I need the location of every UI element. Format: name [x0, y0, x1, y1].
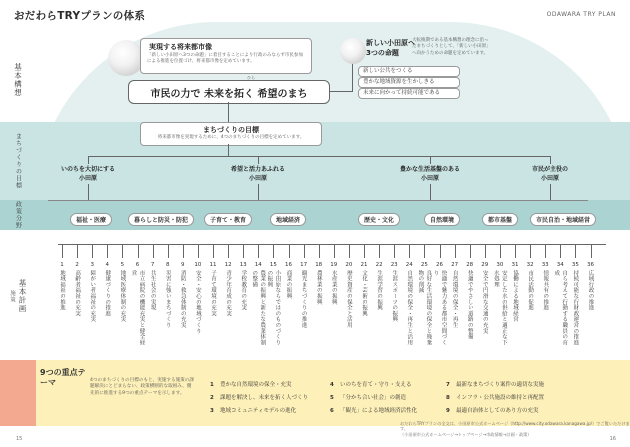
plan-item: [537, 262, 553, 350]
plan-item: [205, 262, 221, 350]
plan-text: 良好な生活環境の保全と廃棄物の削減: [417, 270, 432, 346]
plan-text: 消防・救急体制の充実: [179, 270, 186, 328]
vision-main-box: [128, 80, 330, 104]
plan-number: 21: [360, 262, 368, 268]
plan-item: [84, 262, 100, 350]
plan-number: 22: [375, 262, 383, 268]
plan-item: [175, 262, 191, 350]
connector: [530, 244, 531, 258]
plan-number: 36: [587, 262, 594, 268]
side-seisaku: 政策分野: [14, 201, 22, 229]
plan-item: [507, 262, 523, 350]
plan-item: [416, 262, 432, 350]
connector: [379, 244, 380, 258]
plan-item: [386, 262, 402, 350]
plan-text: 災害に強いまちづくり: [164, 270, 171, 328]
connector: [198, 244, 199, 258]
juten-item: [330, 380, 412, 388]
proposition-1: 新しい公共をつくる: [358, 66, 460, 77]
page-number-left: 15: [16, 436, 23, 442]
proposition-3: 未来に向かって持続可能である: [358, 88, 460, 99]
plan-text: 農業の振興と新たな農業体制の整備: [251, 270, 266, 346]
plan-text: 協働による地域経営: [512, 270, 518, 323]
connector: [243, 244, 244, 258]
plan-text: 地域福祉の推進: [59, 270, 65, 311]
shinjigo-title2: 3つの命題: [366, 49, 399, 57]
plan-item: [220, 262, 236, 350]
juten-text: 課題を解決し、未来を拓く人づくり: [220, 395, 309, 401]
connector: [440, 244, 441, 258]
plan-text: 子育て環境の充実: [210, 270, 216, 317]
plan-item: [130, 262, 146, 350]
plan-item: [311, 262, 327, 350]
connector: [228, 244, 229, 258]
plan-item: [54, 262, 70, 350]
plan-item: [296, 262, 312, 350]
plan-text: 広域行政の推進: [587, 270, 594, 311]
plan-text: 地域医療体制の充実: [119, 270, 126, 323]
plan-number: 25: [420, 262, 428, 268]
plan-text: 歴史資産の保全と活用: [345, 270, 352, 328]
plan-item: [432, 262, 448, 350]
plan-number: 5: [120, 262, 125, 268]
connector: [183, 244, 184, 258]
sphere-icon: [340, 38, 366, 64]
connector: [409, 244, 410, 258]
connector: [560, 244, 561, 258]
shinjigo-title: 新しい小田原へ: [366, 39, 415, 47]
plan-item: [114, 262, 130, 350]
plan-text: 観光まちづくりの推進: [300, 270, 307, 328]
connector: [430, 184, 431, 200]
juten-number: 3: [210, 408, 214, 414]
juten-number: 8: [446, 395, 450, 401]
plan-text: 学校教育の充実: [240, 270, 247, 311]
connector: [550, 184, 551, 200]
juten-item: [330, 393, 406, 401]
plan-number: 14: [254, 262, 262, 268]
connector: [122, 244, 123, 258]
connector: [334, 244, 335, 258]
connector: [138, 244, 139, 258]
juten-item: [210, 406, 296, 414]
connector: [88, 156, 550, 157]
plan-number: 24: [405, 262, 413, 268]
plan-number: 31: [511, 262, 519, 268]
proposition-2: 豊かな地域資源を生かしきる: [358, 77, 460, 88]
connector: [48, 200, 588, 201]
connector: [153, 244, 154, 258]
plan-item: [356, 262, 372, 350]
juten-desc: 4つのまちづくりの目標のもと、実施する施策の課題解決にとどまらない、政策横断的な取組み、優先的に推進する9つの重点テーマを示します。: [90, 378, 194, 396]
plan-number: 30: [496, 262, 504, 268]
connector: [394, 244, 395, 258]
connector: [430, 156, 431, 164]
connector: [228, 102, 229, 122]
plan-text: 共生社会の実現: [149, 270, 156, 311]
plan-text: 商業の振興: [285, 270, 292, 299]
juten-item: [210, 393, 308, 401]
connector: [213, 244, 214, 258]
connector: [228, 144, 229, 156]
vision-ruby: ひら: [247, 75, 255, 80]
connector: [62, 244, 63, 258]
page-title: おだわらTRYプランの体系: [14, 10, 146, 22]
plan-text: 快適でやさしい道路の整備: [466, 270, 473, 340]
plan-item: [69, 262, 85, 350]
connector: [88, 184, 89, 200]
connector: [364, 244, 365, 258]
field-5: 歴史・文化: [358, 213, 400, 226]
page-number-right: 16: [609, 436, 616, 442]
goal-1: いのちを大切にする 小田原: [60, 166, 115, 182]
plan-item: [522, 262, 538, 350]
plan-text: 持続可能な行財政運営の推進: [572, 270, 579, 346]
juten-item: [210, 380, 292, 388]
plan-item: [99, 262, 115, 350]
side-juten: [0, 360, 36, 426]
plan-text: 生涯学習の振興: [376, 270, 383, 311]
connector: [500, 244, 501, 258]
plan-item: [401, 262, 417, 350]
plan-text: 安全・安心の地域づくり: [194, 270, 201, 334]
field-3: 子育て・教育: [204, 213, 252, 226]
plan-text: 障がい者福祉の充実: [89, 270, 96, 323]
plan-number: 26: [436, 262, 443, 268]
plan-item: [567, 262, 583, 350]
plan-item: [447, 262, 463, 350]
plan-number: 3: [90, 262, 94, 268]
juten-text: 豊かな自然環境の保全・充実: [220, 382, 292, 388]
plan-number: 13: [239, 262, 247, 268]
plan-number: 12: [224, 262, 232, 268]
plan-number: 23: [390, 262, 398, 268]
plan-number: 1: [60, 262, 64, 268]
connector: [330, 91, 352, 92]
plan-text: 市民活動の促進: [527, 270, 534, 311]
plan-text: 情報共有の推進: [542, 270, 549, 311]
plan-item: [462, 262, 478, 350]
juten-item: [446, 380, 544, 388]
future-title: 実現する将来都市像: [149, 43, 212, 51]
connector: [168, 244, 169, 258]
plan-number: 33: [541, 262, 549, 268]
connector: [258, 184, 259, 200]
juten-item: [446, 393, 544, 401]
plan-number: 9: [181, 262, 185, 268]
juten-number: 7: [446, 382, 450, 388]
plan-item: [190, 262, 206, 350]
plan-number: 35: [571, 262, 579, 268]
field-6: 自然環境: [424, 213, 460, 226]
plan-number: 2: [75, 262, 79, 268]
plan-number: 32: [526, 262, 534, 268]
field-4: 地域経済: [270, 213, 306, 226]
future-box: [140, 38, 312, 74]
plan-number: 16: [285, 262, 292, 268]
plan-number: 18: [315, 262, 323, 268]
plan-item: [235, 262, 251, 350]
connector: [289, 244, 290, 258]
juten-text: インフラ・公共施設の維持と再配置: [456, 395, 545, 401]
side-machizukuri: まちづくりの目標: [14, 133, 22, 189]
plan-item: [265, 262, 281, 350]
connector: [107, 244, 108, 258]
goal-4: 市民が主役の 小田原: [531, 166, 568, 182]
connector: [58, 244, 606, 245]
juten-number: 5: [330, 395, 334, 401]
plan-text: 文化・芸術の振興: [361, 270, 367, 317]
field-2: 暮らしと防災・防犯: [128, 213, 194, 226]
connector: [92, 244, 93, 258]
shinjigo-desc: 大転換期である基本構想の理念に沿ったまちづくりとして、「新しい小田原」へ向かうための命題を定めています。: [412, 38, 491, 56]
juten-number: 2: [210, 395, 214, 401]
plan-item: [583, 262, 599, 350]
juten-number: 1: [210, 382, 214, 388]
juten-text: 地域コミュニティモデルの進化: [220, 408, 297, 414]
connector: [273, 244, 274, 258]
juten-title: 9つの重点テーマ: [40, 368, 86, 387]
connector: [485, 244, 486, 258]
field-1: 福祉・医療: [70, 213, 112, 226]
connector: [349, 244, 350, 258]
goal-2: 希望と活力あふれる 小田原: [230, 166, 285, 182]
juten-number: 9: [446, 408, 450, 414]
sphere-icon: [108, 40, 144, 76]
plan-text: 自ら考えて行動する職員の育成: [553, 270, 568, 346]
connector: [258, 244, 259, 258]
connector: [455, 244, 456, 258]
connector: [424, 244, 425, 258]
juten-number: 6: [330, 408, 334, 414]
connector: [550, 156, 551, 164]
plan-text: 安全で円滑な交通の充実: [481, 270, 488, 334]
connector: [575, 244, 576, 258]
field-7: 都市基盤: [482, 213, 518, 226]
plan-text: 生涯スポーツの振興: [391, 270, 398, 323]
juten-item: [446, 406, 539, 414]
connector: [545, 244, 546, 258]
plan-number: 28: [466, 262, 474, 268]
goal-box: [140, 122, 322, 146]
connector: [515, 244, 516, 258]
vision-main: 市民の力で 未来を拓く 希望のまち: [150, 88, 308, 100]
connector: [77, 244, 78, 258]
plan-number: 17: [300, 262, 308, 268]
juten-text: 「観光」による地域経済活性化: [340, 408, 418, 414]
plan-text: 自然環境の保全・再生: [451, 270, 458, 328]
juten-text: 最適自治体としてのあり方の充実: [456, 408, 539, 414]
plan-number: 4: [105, 262, 110, 268]
plan-item: [160, 262, 176, 350]
goal-3: 豊かな生活基盤のある 小田原: [399, 166, 460, 182]
plan-item: [477, 262, 493, 350]
plan-text: 青少年育成の充実: [225, 270, 232, 317]
plan-number: 20: [345, 262, 353, 268]
connector: [258, 156, 259, 164]
plan-text: 小田原ならではのものづくりの振興: [266, 270, 281, 346]
side-kihon-koso: 基本構想: [13, 63, 23, 97]
plan-item: [281, 262, 297, 350]
plan-number: 27: [451, 262, 459, 268]
plan-text: 自然環境の保全・再生と活用: [406, 270, 413, 346]
juten-number: 4: [330, 382, 334, 388]
footer-note: おだわらTRYプランの全文は、小田原市公式ホームページ（http://www.city.odawara.kanagawa.jp/）でご覧いただけます。 （小田原市公式ホームページ→トップページ→市政情報→計画・政策）: [400, 421, 630, 437]
plan-text: 水産業の振興: [330, 270, 337, 305]
plan-number: 19: [330, 262, 338, 268]
plan-text: 市立病院の機能充実と健全経営: [130, 270, 145, 346]
plan-text: 快適で魅力ある都市空間づくり: [432, 270, 447, 346]
connector: [304, 244, 305, 258]
plan-number: 34: [556, 262, 564, 268]
field-8: 市民自治・地域経営: [530, 213, 596, 226]
plan-item: [326, 262, 342, 350]
plan-item: [145, 262, 161, 350]
plan-number: 8: [165, 262, 170, 268]
connector: [591, 244, 592, 258]
plan-item: [341, 262, 357, 350]
connector: [319, 244, 320, 258]
plan-text: 高齢者福祉の充実: [74, 270, 81, 317]
plan-number: 7: [150, 262, 155, 268]
plan-number: 29: [481, 262, 489, 268]
plan-item: [371, 262, 387, 350]
side-kihon-keikaku: 施策 基本計画: [9, 279, 27, 313]
plan-text: 安定した水の供給と適正な下水処理: [492, 270, 507, 346]
plan-number: 15: [269, 262, 277, 268]
plan-item: [492, 262, 508, 350]
plan-number: 10: [194, 262, 202, 268]
plan-item: [250, 262, 266, 350]
plan-item: [552, 262, 568, 350]
plan-number: 6: [135, 262, 140, 268]
future-desc: 「新しい小田原へ3つの命題」に着目することにより行政のみならず市民参加による推進を位置づけ、将来都市像を定めています。: [147, 53, 303, 65]
goal-title: まちづくりの目標: [203, 126, 259, 134]
juten-item: [330, 406, 417, 414]
connector: [470, 244, 471, 258]
juten-text: いのちを育て・守り・支える: [340, 382, 412, 388]
brand-label: ODAWARA TRY PLAN: [546, 11, 616, 18]
connector: [88, 156, 89, 164]
plan-text: 農林業の振興: [315, 270, 322, 305]
juten-text: 最新なまちづくり案件の適切な実施: [456, 382, 544, 388]
goal-desc: 将来都市像を実現するために、4つのまちづくりの目標を定めています。: [157, 135, 305, 140]
plan-number: 11: [209, 262, 217, 268]
plan-text: 健康づくりの推進: [104, 270, 111, 317]
juten-text: 「分かち合い社会」の創造: [340, 395, 407, 401]
